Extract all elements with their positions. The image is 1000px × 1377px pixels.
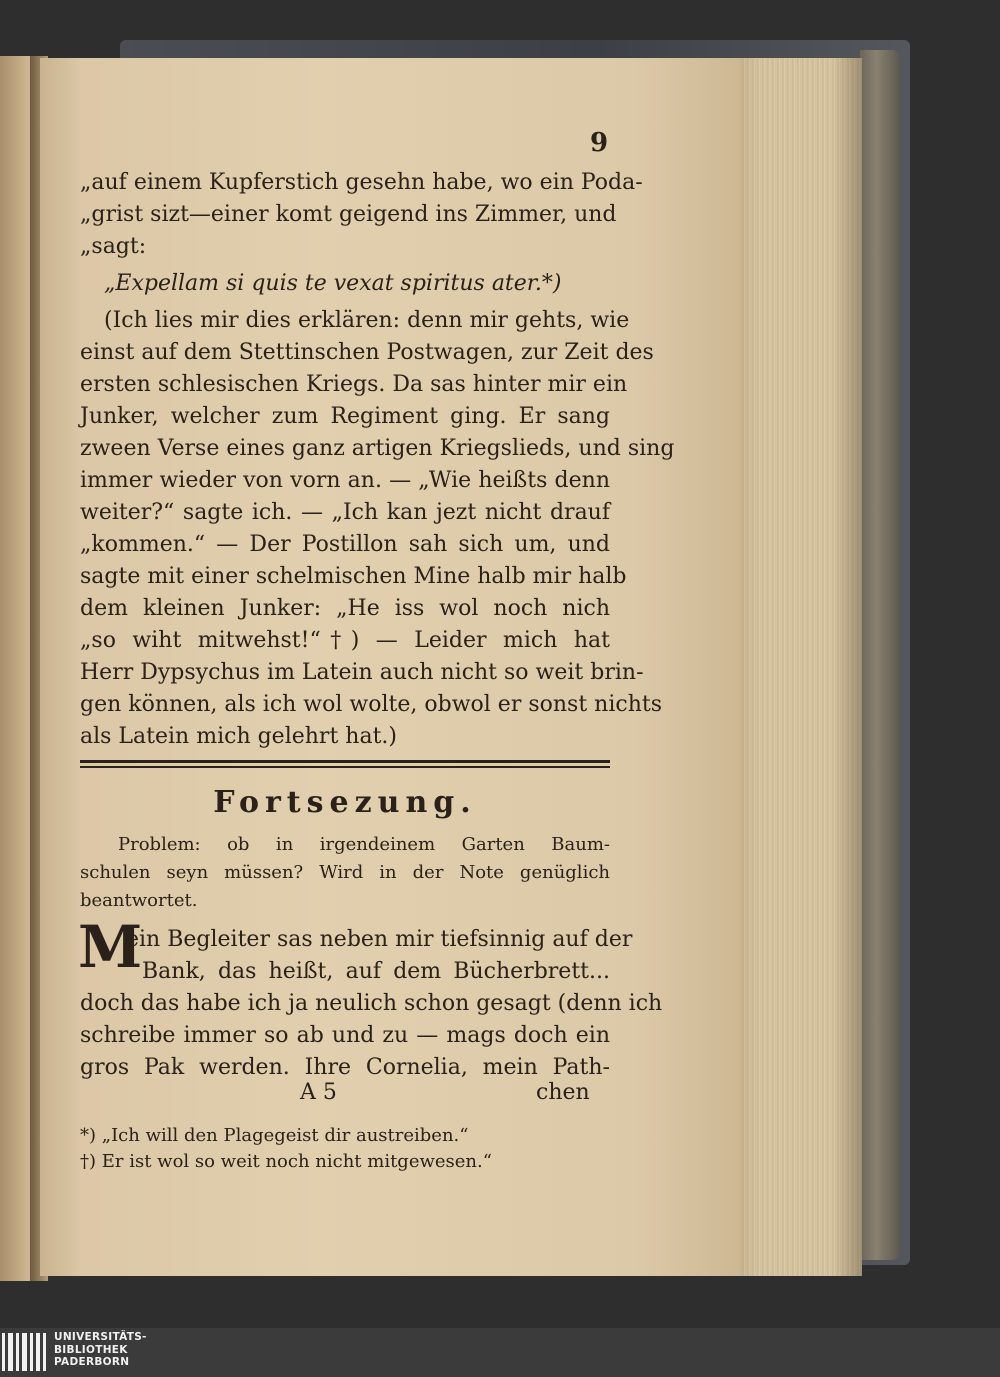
- text-line: ein Begleiter sas neben mir tiefsinnig auf der: [126, 927, 633, 952]
- section-rule-thick: [80, 760, 610, 763]
- text-line: einst auf dem Stettinschen Postwagen, zur Zeit des: [80, 340, 654, 365]
- text-line: immer wieder von vorn an. — „Wie heißts denn: [80, 468, 610, 493]
- problem-line: beantwortet.: [80, 890, 198, 911]
- text-line: zween Verse eines ganz artigen Kriegslieds, und sing: [80, 436, 675, 461]
- drop-cap: M: [78, 913, 143, 981]
- text-line: ersten schlesischen Kriegs. Da sas hinter mir ein: [80, 372, 628, 397]
- text-line: „so wiht mitwehst!“†) — Leider mich hat: [80, 628, 610, 653]
- text-line: (Ich lies mir dies erklären: denn mir gehts, wie: [104, 308, 630, 333]
- latin-quote: „Expellam si quis te vexat spiritus ater.*): [104, 271, 562, 296]
- section-heading: Fortsezung.: [213, 785, 477, 820]
- text-line: als Latein mich gelehrt hat.): [80, 724, 397, 749]
- text-line: gros Pak werden. Ihre Cornelia, mein Path-: [80, 1055, 610, 1080]
- library-name-line: UNIVERSITÄTS-: [54, 1331, 147, 1343]
- text-line: schreibe immer so ab und zu — mags doch ein: [80, 1023, 610, 1048]
- book-spine-edge: [860, 50, 900, 1260]
- text-line: doch das habe ich ja neulich schon gesagt (denn ich: [80, 991, 663, 1016]
- library-name-line: PADERBORN: [54, 1356, 130, 1368]
- library-logo-icon: [2, 1333, 46, 1371]
- footnote-1: *) „Ich will den Plagegeist dir austreiben.“: [80, 1125, 469, 1146]
- footnote-2: †) Er ist wol so weit noch nicht mitgewesen.“: [80, 1151, 492, 1172]
- text-line: sagte mit einer schelmischen Mine halb mir halb: [80, 564, 627, 589]
- text-line: weiter?“ sagte ich. — „Ich kan jezt nicht drauf: [80, 500, 610, 525]
- text-line: „grist sizt—einer komt geigend ins Zimmer, und: [80, 202, 617, 227]
- library-name-line: BIBLIOTHEK: [54, 1343, 128, 1356]
- text-line: gen können, als ich wol wolte, obwol er sonst nichts: [80, 692, 662, 717]
- library-footer: [0, 1328, 1000, 1377]
- text-line: „sagt:: [80, 234, 147, 259]
- text-line: dem kleinen Junker: „He iss wol noch nich: [80, 596, 610, 621]
- problem-line: Problem: ob in irgendeinem Garten Baum-: [118, 834, 610, 855]
- text-line: Herr Dypsychus im Latein auch nicht so weit brin-: [80, 660, 644, 685]
- text-line: Junker, welcher zum Regiment ging. Er sang: [80, 404, 610, 429]
- catchword: chen: [536, 1080, 590, 1105]
- text-line: „kommen.“ — Der Postillon sah sich um, und: [80, 532, 610, 557]
- page-number: 9: [590, 128, 609, 158]
- text-line: Bank, das heißt, auf dem Bücherbrett...: [142, 959, 610, 984]
- section-rule-thin: [80, 766, 610, 768]
- problem-line: schulen seyn müssen? Wird in der Note genüglich: [80, 862, 610, 883]
- text-line: „auf einem Kupferstich gesehn habe, wo ein Poda-: [80, 170, 643, 195]
- signature-mark: A 5: [300, 1080, 337, 1105]
- library-name: [54, 1331, 147, 1369]
